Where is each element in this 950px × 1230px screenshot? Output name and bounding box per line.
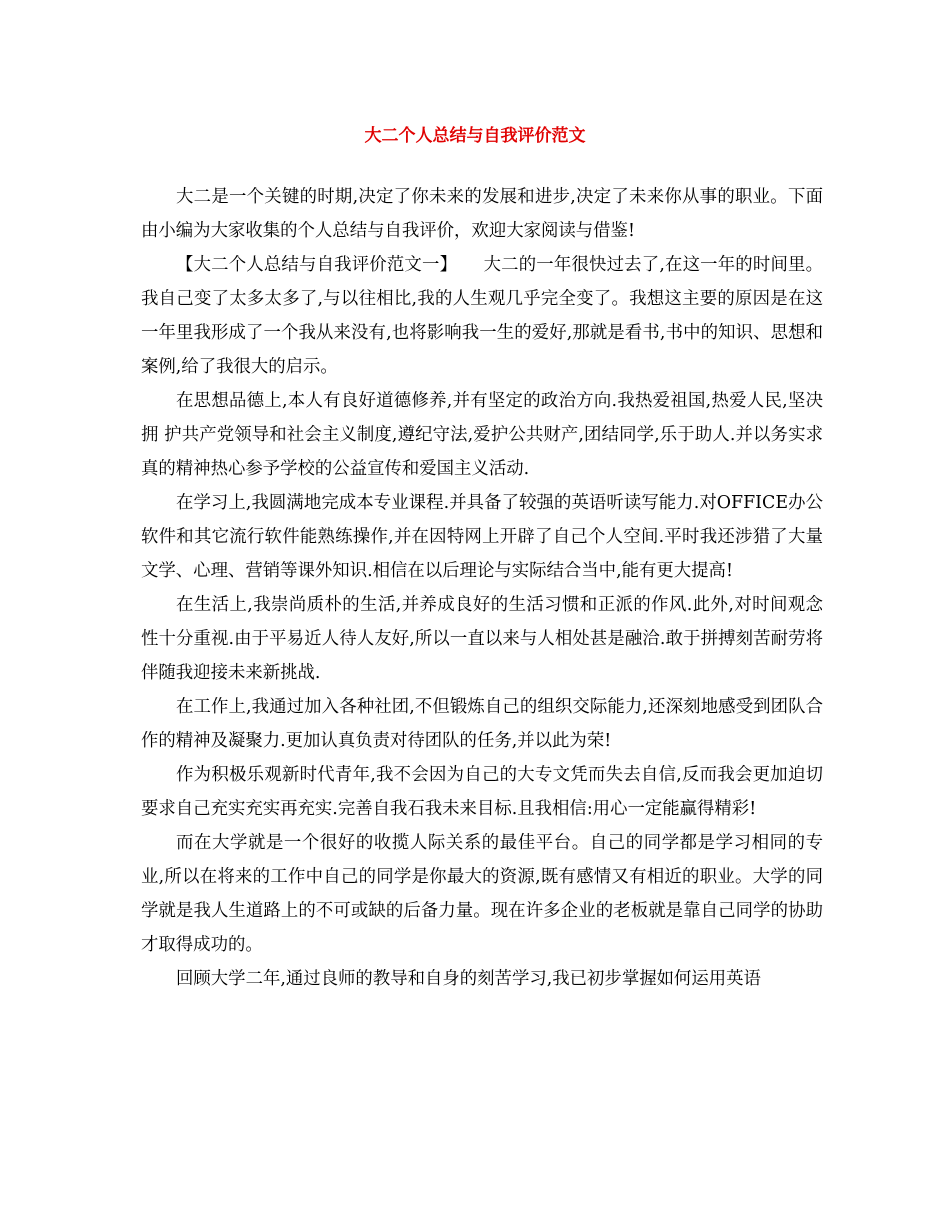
document-body — [141, 180, 823, 996]
paragraph-attitude: 作为积极乐观新时代青年,我不会因为自己的大专文凭而失去自信,反而我会更加迫切要求自己充实充实再充实.完善自我石我未来目标.且我相信:用心一定能赢得精彩! — [141, 765, 823, 819]
page-title: 大二个人总结与自我评价范文 — [364, 126, 586, 146]
paragraph-ideology: 在思想品德上,本人有良好道德修养,并有坚定的政治方向.我热爱祖国,热爱人民,坚决拥 护共产党领导和社会主义制度,遵纪守法,爱护公共财产,团结同学,乐于助人.并以务实求真的精神热心参予学校的公益宣传和爱国主义活动. — [141, 391, 823, 479]
paragraph-intro: 大二是一个关键的时期,决定了你未来的发展和进步,决定了未来你从事的职业。下面由小编为大家收集的个人总结与自我评价，欢迎大家阅读与借鉴! — [141, 187, 823, 241]
paragraph-relationships: 而在大学就是一个很好的收揽人际关系的最佳平台。自己的同学都是学习相同的专业,所以在将来的工作中自己的同学是你最大的资源,既有感情又有相近的职业。大学的同学就是我人生道路上的不可或缺的后备力量。现在许多企业的老板就是靠自己同学的协助才取得成功的。 — [141, 833, 823, 955]
paragraph-study: 在学习上,我圆满地完成本专业课程.并具备了较强的英语听读写能力.对OFFICE办公软件和其它流行软件能熟练操作,并在因特网上开辟了自己个人空间.平时我还涉猎了大量文学、心理、营销等课外知识.相信在以后理论与实际结合当中,能有更大提高! — [141, 493, 823, 581]
paragraph-work: 在工作上,我通过加入各种社团,不但锻炼自己的组织交际能力,还深刻地感受到团队合作的精神及凝聚力.更加认真负责对待团队的任务,并以此为荣! — [141, 697, 823, 751]
paragraph-life: 在生活上,我崇尚质朴的生活,并养成良好的生活习惯和正派的作风.此外,对时间观念性十分重视.由于平易近人待人友好,所以一直以来与人相处甚是融洽.敢于拼搏刻苦耐劳将伴随我迎接未来新挑战. — [141, 595, 823, 683]
paragraph-review: 回顾大学二年,通过良师的教导和自身的刻苦学习,我已初步掌握如何运用英语 — [176, 969, 761, 989]
paragraph-sample-one: 【大二个人总结与自我评价范文一】 大二的一年很快过去了,在这一年的时间里。我自己变了太多太多了,与以往相比,我的人生观几乎完全变了。我想这主要的原因是在这一年里我形成了一个我从来没有,也将影响我一生的爱好,那就是看书,书中的知识、思想和案例,给了我很大的启示。 — [141, 255, 823, 377]
